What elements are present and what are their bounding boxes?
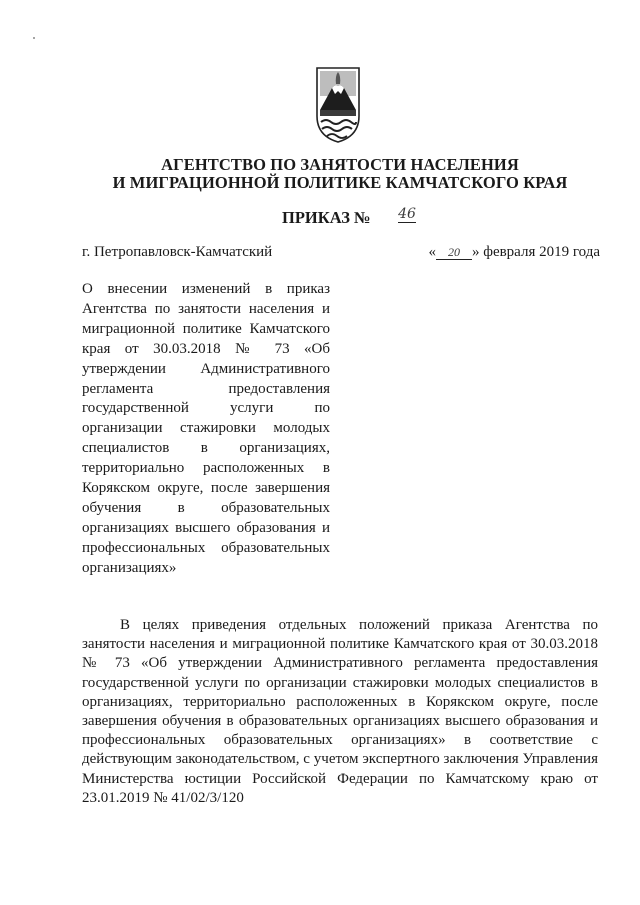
date-month-year: » февраля 2019 года [471,244,600,260]
order-title: ПРИКАЗ № [282,208,371,227]
scan-speck [33,37,35,39]
organization-name-line2: И МИГРАЦИОННОЙ ПОЛИТИКЕ КАМЧАТСКОГО КРАЯ [112,173,568,192]
date-day: 20 [436,245,472,260]
order-subject: О внесении изменений в приказ Агентства по занятости населения и миграционной политике Камчатского края от 30.03.2018 № 73 «Об утверждении Административного регламента предоставления государственной услуги по организации стажировки молодых специалистов в организациях, территориально расположенных в Корякском округе, после завершения обучения в образовательных организациях высшего образования и профессиональных образовательных организациях» [82,281,330,576]
kamchatka-coat-of-arms-icon [315,66,361,144]
date-quote-open: « [428,244,436,260]
city-name: г. Петропавловск-Камчатский [82,244,273,260]
order-number: 46 [398,206,416,222]
order-date [428,244,600,261]
organization-name-line1: АГЕНТСТВО ПО ЗАНЯТОСТИ НАСЕЛЕНИЯ [161,155,519,174]
order-preamble: В целях приведения отдельных положений приказа Агентства по занятости населения и миграционной политике Камчатского края от 30.03.2018 № 73 «Об утверждении Административного регламента предоставления государственной услуги по организации стажировки молодых специалистов в организациях, территориально расположенных в Корякском округе, после завершения обучения в образовательных организациях высшего образования и профессиональных образовательных организациях» в соответствие с действующим законодательством, с учетом экспертного заключения Управления Министерства юстиции Российской Федерации по Камчатскому краю от 23.01.2019 № 41/02/3/120 [82,617,598,806]
